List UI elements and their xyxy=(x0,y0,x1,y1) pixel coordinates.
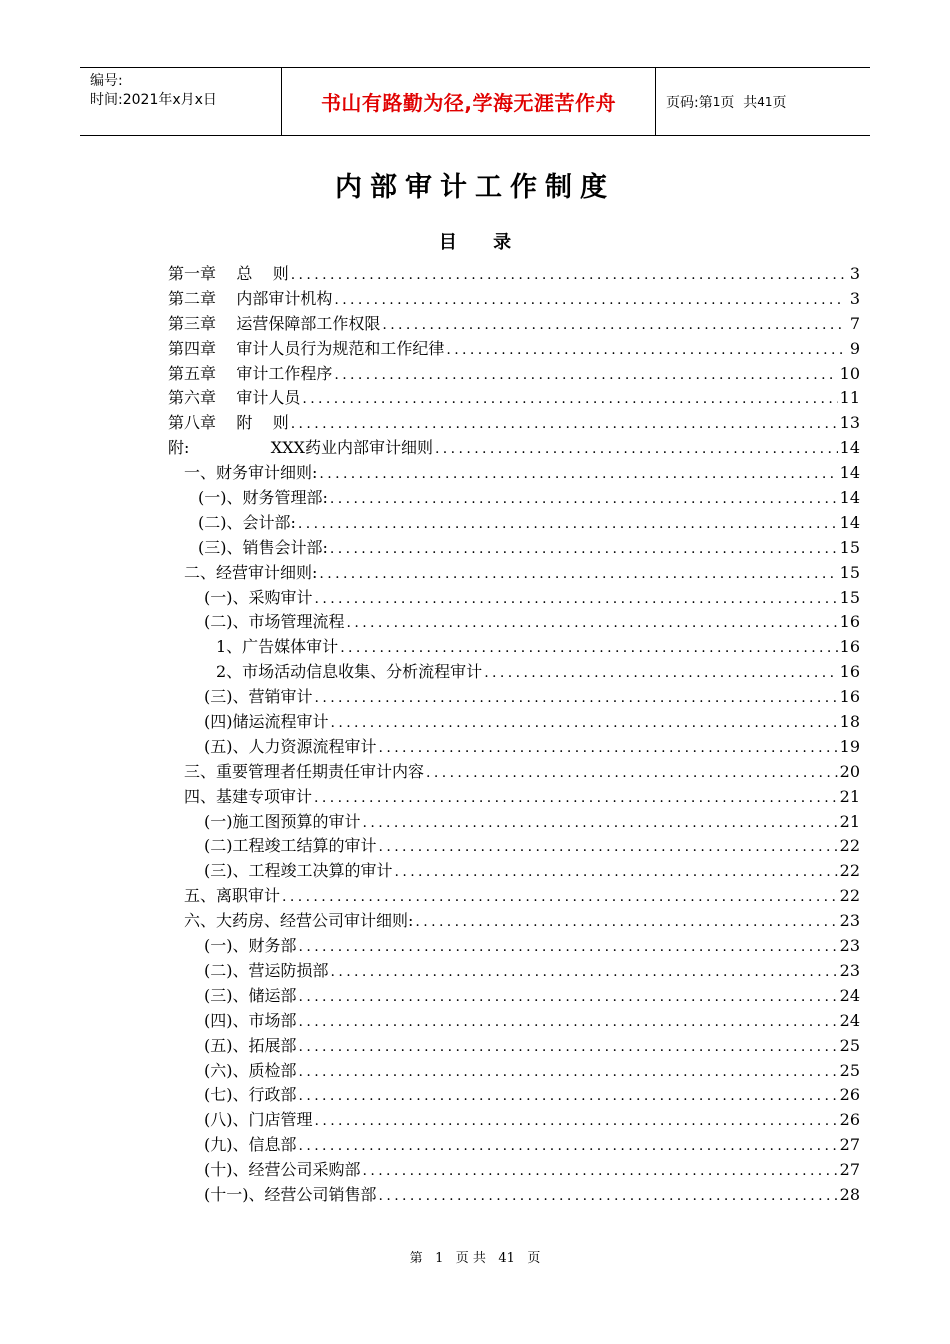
toc-entry[interactable] xyxy=(168,685,860,710)
toc-dot-leader xyxy=(299,985,838,1010)
toc-entry-title: (三)、储运部 xyxy=(204,985,297,1005)
toc-dot-leader xyxy=(395,860,838,885)
toc-entry-page: 9 xyxy=(849,338,860,358)
toc-entry-page: 14 xyxy=(839,463,860,483)
toc-dot-leader xyxy=(435,437,838,462)
toc-entry-title: (二)工程竣工结算的审计 xyxy=(204,836,377,856)
toc-entry[interactable] xyxy=(168,1183,860,1208)
toc-entry-page: 27 xyxy=(839,1135,860,1155)
toc-dot-leader xyxy=(330,537,838,562)
toc-entry[interactable] xyxy=(168,1158,860,1183)
toc-entry-title: (一)、财务管理部: xyxy=(198,488,328,508)
toc-entry-title: 第四章 审计人员行为规范和工作纪律 xyxy=(168,338,445,358)
toc-dot-leader xyxy=(340,636,837,661)
toc-entry[interactable] xyxy=(168,1108,860,1133)
toc-dot-leader xyxy=(379,835,838,860)
toc-entry-title: (三)、营销审计 xyxy=(204,687,313,707)
toc-entry[interactable] xyxy=(168,486,860,511)
header-motto: 书山有路勤为径,学海无涯苦作舟 xyxy=(282,68,656,135)
toc-entry-page: 26 xyxy=(839,1110,860,1130)
toc-entry-page: 15 xyxy=(839,587,860,607)
toc-dot-leader xyxy=(382,313,844,338)
toc-entry-page: 11 xyxy=(839,388,860,408)
toc-dot-leader xyxy=(334,288,844,313)
toc-entry[interactable] xyxy=(168,511,860,536)
toc-entry-page: 14 xyxy=(839,512,860,532)
toc-entry[interactable] xyxy=(168,1133,860,1158)
page-current: 1 xyxy=(712,94,721,109)
toc-entry-title: 六、大药房、经营公司审计细则: xyxy=(184,911,414,931)
toc-dot-leader xyxy=(319,562,837,587)
toc-dot-leader xyxy=(331,960,838,985)
toc-entry[interactable] xyxy=(168,386,860,411)
serial-number-label: 编号: xyxy=(90,73,123,89)
footer-suffix: 页 xyxy=(527,1251,541,1266)
toc-entry-title: (十一)、经营公司销售部 xyxy=(204,1184,377,1204)
toc-entry-title: 三、重要管理者任期责任审计内容 xyxy=(184,761,425,781)
toc-entry-page: 20 xyxy=(839,761,860,781)
page-suffix: 页 xyxy=(772,94,787,111)
toc-entry[interactable] xyxy=(168,362,860,387)
toc-entry-page: 15 xyxy=(839,537,860,557)
toc-dot-leader xyxy=(302,387,837,412)
toc-entry-title: 第六章 审计人员 xyxy=(168,388,301,408)
toc-dot-leader xyxy=(299,935,838,960)
toc-dot-leader xyxy=(282,885,838,910)
toc-entry[interactable] xyxy=(168,909,860,934)
toc-entry-title: (四)储运流程审计 xyxy=(204,712,329,732)
toc-entry-page: 21 xyxy=(839,786,860,806)
toc-entry-title: (二)、会计部: xyxy=(198,512,296,532)
toc-entry[interactable] xyxy=(168,834,860,859)
toc-entry[interactable] xyxy=(168,1059,860,1084)
toc-entry[interactable] xyxy=(168,984,860,1009)
toc-entry[interactable] xyxy=(168,810,860,835)
toc-entry-page: 16 xyxy=(839,687,860,707)
toc-entry-title: (三)、销售会计部: xyxy=(198,537,328,557)
header-meta xyxy=(80,68,282,135)
toc-entry-title: (一)、财务部 xyxy=(204,936,297,956)
toc-entry[interactable] xyxy=(168,635,860,660)
toc-entry[interactable] xyxy=(168,785,860,810)
toc-entry[interactable] xyxy=(168,760,860,785)
toc-dot-leader xyxy=(299,1084,838,1109)
toc-entry-title: 第一章 总 则 xyxy=(168,264,289,283)
toc-entry-page: 27 xyxy=(839,1160,860,1180)
toc-dot-leader xyxy=(291,263,844,288)
toc-entry-page: 10 xyxy=(839,363,860,383)
toc-entry-title: (二)、市场管理流程 xyxy=(204,612,345,632)
page-prefix: 页码:第 xyxy=(666,94,713,111)
toc-entry-title: 二、经营审计细则: xyxy=(184,562,318,582)
toc-entry-page: 14 xyxy=(839,488,860,508)
toc-dot-leader xyxy=(330,487,838,512)
toc-entry-title: (八)、门店管理 xyxy=(204,1110,313,1130)
toc-dot-leader xyxy=(315,686,838,711)
toc-entry-title: (一)、采购审计 xyxy=(204,587,313,607)
toc-dot-leader xyxy=(379,736,838,761)
toc-entry-page: 19 xyxy=(839,736,860,756)
toc-dot-leader xyxy=(319,462,837,487)
toc-entry[interactable] xyxy=(168,262,860,287)
toc-entry-title: 第五章 审计工作程序 xyxy=(168,363,333,383)
toc-entry-page: 14 xyxy=(839,438,860,458)
toc-dot-leader xyxy=(298,512,838,537)
page-header xyxy=(80,67,870,136)
toc-dot-leader xyxy=(347,611,838,636)
toc-entry[interactable] xyxy=(168,660,860,685)
toc-entry[interactable] xyxy=(168,1034,860,1059)
toc-entry-page: 22 xyxy=(839,836,860,856)
toc-entry[interactable] xyxy=(168,536,860,561)
toc-dot-leader xyxy=(334,363,837,388)
toc-entry[interactable] xyxy=(168,735,860,760)
toc-dot-leader xyxy=(291,412,838,437)
toc-entry-page: 23 xyxy=(839,960,860,980)
toc-entry[interactable] xyxy=(168,312,860,337)
toc-entry-title: 第三章 运营保障部工作权限 xyxy=(168,313,381,333)
header-page-number xyxy=(656,68,870,135)
toc-entry-page: 21 xyxy=(839,811,860,831)
toc-dot-leader xyxy=(299,1010,838,1035)
toc-entry-page: 23 xyxy=(839,936,860,956)
toc-entry-title: (六)、质检部 xyxy=(204,1060,297,1080)
toc-entry[interactable] xyxy=(168,436,860,461)
toc-entry-title: (七)、行政部 xyxy=(204,1085,297,1105)
toc-entry-title: 五、离职审计 xyxy=(184,886,281,906)
toc-entry-page: 13 xyxy=(839,413,860,433)
toc-dot-leader xyxy=(299,1134,838,1159)
document-title: 内部审计工作制度 xyxy=(335,172,615,203)
toc-entry-page: 28 xyxy=(839,1184,860,1204)
toc-entry-page: 22 xyxy=(839,861,860,881)
page-footer xyxy=(0,1247,950,1266)
footer-total: 41 xyxy=(498,1251,515,1266)
toc-entry-page: 26 xyxy=(839,1085,860,1105)
toc-dot-leader xyxy=(415,910,837,935)
toc-entry-title: 1、广告媒体审计 xyxy=(216,637,339,657)
toc-entry[interactable] xyxy=(168,934,860,959)
toc-entry-title: (三)、工程竣工决算的审计 xyxy=(204,861,393,881)
toc-entry-title: 第二章 内部审计机构 xyxy=(168,288,333,308)
toc-entry-page: 3 xyxy=(849,264,860,283)
toc-dot-leader xyxy=(446,338,844,363)
toc-entry[interactable] xyxy=(168,610,860,635)
page-total: 41 xyxy=(757,94,773,109)
toc-entry-page: 16 xyxy=(839,637,860,657)
toc-entry-page: 16 xyxy=(839,662,860,682)
toc-entry[interactable] xyxy=(168,710,860,735)
footer-current: 1 xyxy=(435,1251,444,1266)
toc-entry-title: 2、市场活动信息收集、分析流程审计 xyxy=(216,662,483,682)
toc-dot-leader xyxy=(315,587,838,612)
toc-entry-page: 23 xyxy=(839,911,860,931)
toc-dot-leader xyxy=(363,811,838,836)
toc-entry[interactable] xyxy=(168,337,860,362)
toc-entry[interactable] xyxy=(168,859,860,884)
toc-entry[interactable] xyxy=(168,586,860,611)
toc-dot-leader xyxy=(379,1184,838,1209)
toc-entry[interactable] xyxy=(168,1009,860,1034)
date-label: 时间:2021年x月x日 xyxy=(90,92,217,108)
toc-entry-page: 16 xyxy=(839,612,860,632)
toc-entry[interactable] xyxy=(168,287,860,312)
toc-entry-title: 一、财务审计细则: xyxy=(184,463,318,483)
toc-entry-title: (九)、信息部 xyxy=(204,1135,297,1155)
footer-mid: 页 共 xyxy=(455,1251,486,1266)
toc-entry[interactable] xyxy=(168,561,860,586)
toc-dot-leader xyxy=(299,1035,838,1060)
toc-dot-leader xyxy=(299,1060,838,1085)
toc-entry-title: (四)、市场部 xyxy=(204,1010,297,1030)
toc-entry-title: 第八章 附 则 xyxy=(168,413,289,433)
toc-entry-title: (五)、人力资源流程审计 xyxy=(204,736,377,756)
toc-entry[interactable] xyxy=(168,461,860,486)
toc-dot-leader xyxy=(484,661,837,686)
toc-entry-title: (二)、营运防损部 xyxy=(204,960,329,980)
toc-entry[interactable] xyxy=(168,411,860,436)
toc-entry-title: (五)、拓展部 xyxy=(204,1035,297,1055)
table-of-contents xyxy=(168,262,860,1208)
toc-entry-page: 24 xyxy=(839,985,860,1005)
toc-entry-page: 24 xyxy=(839,1010,860,1030)
toc-heading: 目 录 xyxy=(438,232,512,253)
toc-entry-page: 15 xyxy=(839,562,860,582)
toc-dot-leader xyxy=(314,786,838,811)
toc-dot-leader xyxy=(426,761,838,786)
toc-entry[interactable] xyxy=(168,884,860,909)
toc-dot-leader xyxy=(331,711,838,736)
page-mid: 页 共 xyxy=(720,94,758,111)
toc-entry-page: 7 xyxy=(849,313,860,333)
toc-entry-page: 25 xyxy=(839,1035,860,1055)
toc-entry-page: 3 xyxy=(849,288,860,308)
toc-dot-leader xyxy=(315,1109,838,1134)
toc-entry-title: 附: XXX药业内部审计细则 xyxy=(168,438,433,458)
toc-entry-title: 四、基建专项审计 xyxy=(184,786,313,806)
toc-entry-page: 25 xyxy=(839,1060,860,1080)
toc-entry-page: 22 xyxy=(839,886,860,906)
toc-entry-title: (一)施工图预算的审计 xyxy=(204,811,361,831)
toc-entry-page: 18 xyxy=(839,712,860,732)
toc-entry[interactable] xyxy=(168,959,860,984)
toc-dot-leader xyxy=(363,1159,838,1184)
toc-entry-title: (十)、经营公司采购部 xyxy=(204,1160,361,1180)
footer-prefix: 第 xyxy=(409,1251,423,1266)
toc-entry[interactable] xyxy=(168,1083,860,1108)
